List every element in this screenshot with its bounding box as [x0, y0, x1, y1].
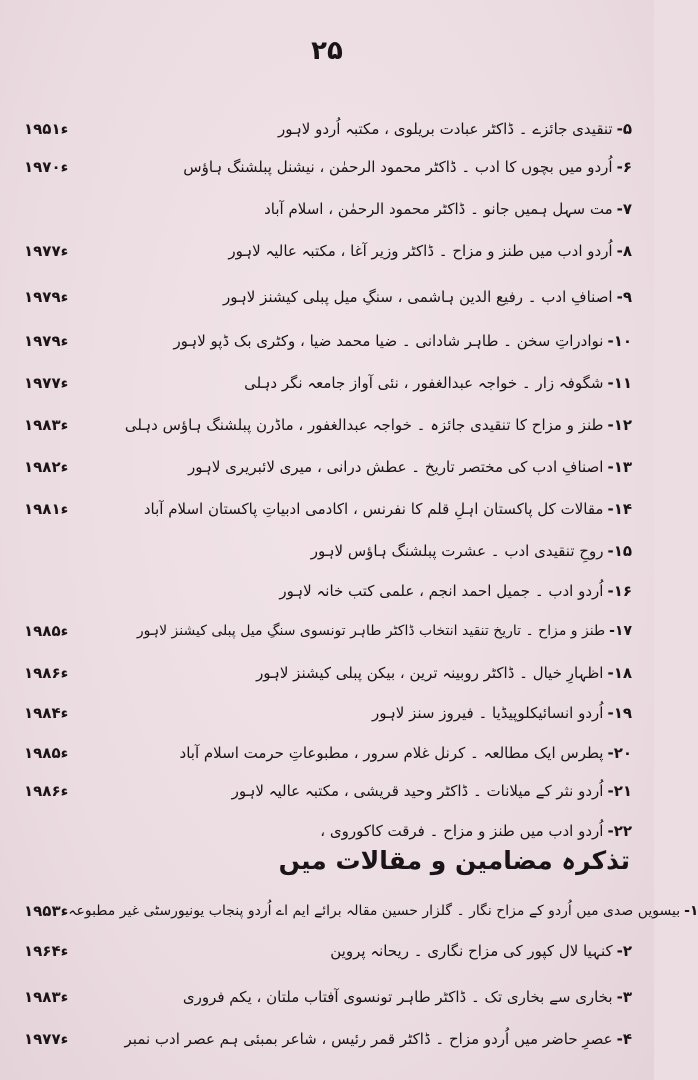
list-item: [24, 658, 632, 688]
entry-text: اُردو ادب ۔ جمیل احمد انجم ، علمی کتب خانہ لاہور: [279, 582, 604, 600]
entry-text: عصرِ حاضر میں اُردو مزاح ۔ ڈاکٹر قمر رئیس ، شاعر بمبئی ہم عصر ادب نمبر: [124, 1030, 613, 1048]
entry-text: تنقیدی جائزے ۔ ڈاکٹر عبادت بریلوی ، مکتبہ اُردو لاہور: [278, 120, 613, 138]
entry-number: ۲۲-: [607, 822, 632, 840]
publication-year: ۱۹۸۵ء: [24, 622, 69, 640]
list-item: [24, 114, 632, 144]
list-item: [24, 936, 632, 966]
entry-number: ۱۹-: [607, 704, 632, 722]
entry-number: ۱۶-: [607, 582, 632, 600]
list-item: [24, 698, 632, 728]
entry-number: ۱۷-: [609, 623, 632, 639]
entry-text: روحِ تنقیدی ادب ۔ عشرت پبلشنگ ہاؤس لاہور: [310, 542, 604, 560]
list-item: [24, 410, 632, 440]
list-item: [24, 776, 632, 806]
entry-number: ۲۱-: [607, 782, 632, 800]
entry-text: پطرس ایک مطالعہ ۔ کرنل غلام سرور ، مطبوعاتِ حرمت اسلام آباد: [179, 744, 604, 762]
entry-number: ۱۸-: [607, 664, 632, 682]
list-item: [24, 1024, 632, 1054]
list-item: [24, 494, 632, 524]
publication-year: ۱۹۸۶ء: [24, 782, 69, 800]
entry-text: اُردو ادب میں طنز و مزاح ۔ فرقت کاکوروی ،: [320, 822, 604, 840]
entry-text: اُردو میں بچوں کا ادب ۔ ڈاکٹر محمود الرحمٰن ، نیشنل پبلشنگ ہاؤس: [183, 158, 613, 176]
entry-text: نوادراتِ سخن ۔ طاہر شادانی ۔ ضیا محمد ضیا ، وکٹری بک ڈپو لاہور: [173, 332, 604, 350]
entry-number: ۸-: [616, 242, 632, 260]
publication-year: ۱۹۸۵ء: [24, 744, 69, 762]
list-item: [24, 194, 632, 224]
publication-year: ۱۹۷۷ء: [24, 1030, 69, 1048]
entry-number: ۳-: [616, 988, 632, 1006]
entry-number: ۶-: [616, 158, 632, 176]
entry-text: اظہارِ خیال ۔ ڈاکٹر روبینہ ترین ، بیکن پبلی کیشنز لاہور: [256, 664, 604, 682]
publication-year: ۱۹۸۱ء: [24, 500, 69, 518]
entry-number: ۱۱-: [607, 374, 632, 392]
publication-year: ۱۹۸۲ء: [24, 458, 69, 476]
entry-text: مت سہل ہمیں جانو ۔ ڈاکٹر محمود الرحمٰن ، اسلام آباد: [264, 200, 613, 218]
list-item: [24, 896, 698, 926]
list-item: [24, 576, 632, 606]
publication-year: ۱۹۶۴ء: [24, 942, 69, 960]
publication-year: ۱۹۸۴ء: [24, 704, 69, 722]
entry-number: ۷-: [616, 200, 632, 218]
list-item: [24, 326, 632, 356]
publication-year: ۱۹۷۹ء: [24, 332, 69, 350]
entry-text: بیسویں صدی میں اُردو کے مزاح نگار ۔ گلزار حسین مقالہ برائے ایم اے اُردو پنجاب یونیورسٹی غیر مطبوعہ: [68, 903, 681, 919]
section-heading: تذکرہ مضامین و مقالات میں: [278, 846, 630, 875]
entry-number: ۱۵-: [607, 542, 632, 560]
entry-number: ۱۴-: [607, 500, 632, 518]
publication-year: ۱۹۸۶ء: [24, 664, 69, 682]
publication-year: ۱۹۷۷ء: [24, 374, 69, 392]
entry-number: ۴-: [616, 1030, 632, 1048]
list-item: [24, 616, 632, 646]
publication-year: ۱۹۷۰ء: [24, 158, 69, 176]
page-number: ۲۵: [311, 36, 343, 66]
list-item: [24, 536, 632, 566]
publication-year: ۱۹۷۹ء: [24, 288, 69, 306]
entry-text: اصنافِ ادب ۔ رفیع الدین ہاشمی ، سنگِ میل پبلی کیشنز لاہور: [222, 288, 613, 306]
entry-text: شگوفہ زار ۔ خواجہ عبدالغفور ، نئی آواز جامعہ نگر دہلی: [244, 374, 604, 392]
entry-text: اصنافِ ادب کی مختصر تاریخ ۔ عطش درانی ، میری لائبریری لاہور: [188, 458, 604, 476]
publication-year: ۱۹۵۳ء: [24, 902, 69, 920]
entry-number: ۱۰-: [607, 332, 632, 350]
entry-number: ۱۳-: [607, 458, 632, 476]
list-item: [24, 738, 632, 768]
list-item: [24, 816, 632, 846]
list-item: [24, 452, 632, 482]
publication-year: ۱۹۸۳ء: [24, 988, 69, 1006]
entry-number: ۹-: [616, 288, 632, 306]
entry-text: مقالات کل پاکستان اہلِ قلم کا نفرنس ، اکادمی ادبیاتِ پاکستان اسلام آباد: [143, 500, 604, 518]
list-item: [24, 152, 632, 182]
entry-text: بخاری سے بخاری تک ۔ ڈاکٹر طاہر تونسوی آفتاب ملتان ، یکم فروری: [182, 988, 613, 1006]
list-item: [24, 368, 632, 398]
publication-year: ۱۹۸۳ء: [24, 416, 69, 434]
list-item: [24, 282, 632, 312]
entry-number: ۱-: [684, 903, 698, 919]
entry-number: ۲-: [616, 942, 632, 960]
publication-year: ۱۹۷۷ء: [24, 242, 69, 260]
publication-year: ۱۹۵۱ء: [24, 120, 69, 138]
entry-number: ۱۲-: [607, 416, 632, 434]
entry-text: کنہیا لال کپور کی مزاح نگاری ۔ ریحانہ پروین: [330, 942, 613, 960]
entry-text: اُردو انسائیکلوپیڈیا ۔ فیروز سنز لاہور: [372, 704, 604, 722]
entry-text: طنز و مزاح کا تنقیدی جائزہ ۔ خواجہ عبدالغفور ، ماڈرن پبلشنگ ہاؤس دہلی: [124, 416, 604, 434]
entry-text: طنز و مزاح ۔ تاریخ تنقید انتخاب ڈاکٹر طاہر تونسوی سنگِ میل پبلی کیشنز لاہور: [136, 623, 606, 639]
list-item: [24, 236, 632, 266]
entry-text: اُردو ادب میں طنز و مزاح ۔ ڈاکٹر وزیر آغا ، مکتبہ عالیہ لاہور: [228, 242, 613, 260]
entry-number: ۲۰-: [607, 744, 632, 762]
list-item: [24, 982, 632, 1012]
entry-number: ۵-: [616, 120, 632, 138]
entry-text: اُردو نثر کے میلانات ۔ ڈاکٹر وحید قریشی ، مکتبہ عالیہ لاہور: [231, 782, 604, 800]
